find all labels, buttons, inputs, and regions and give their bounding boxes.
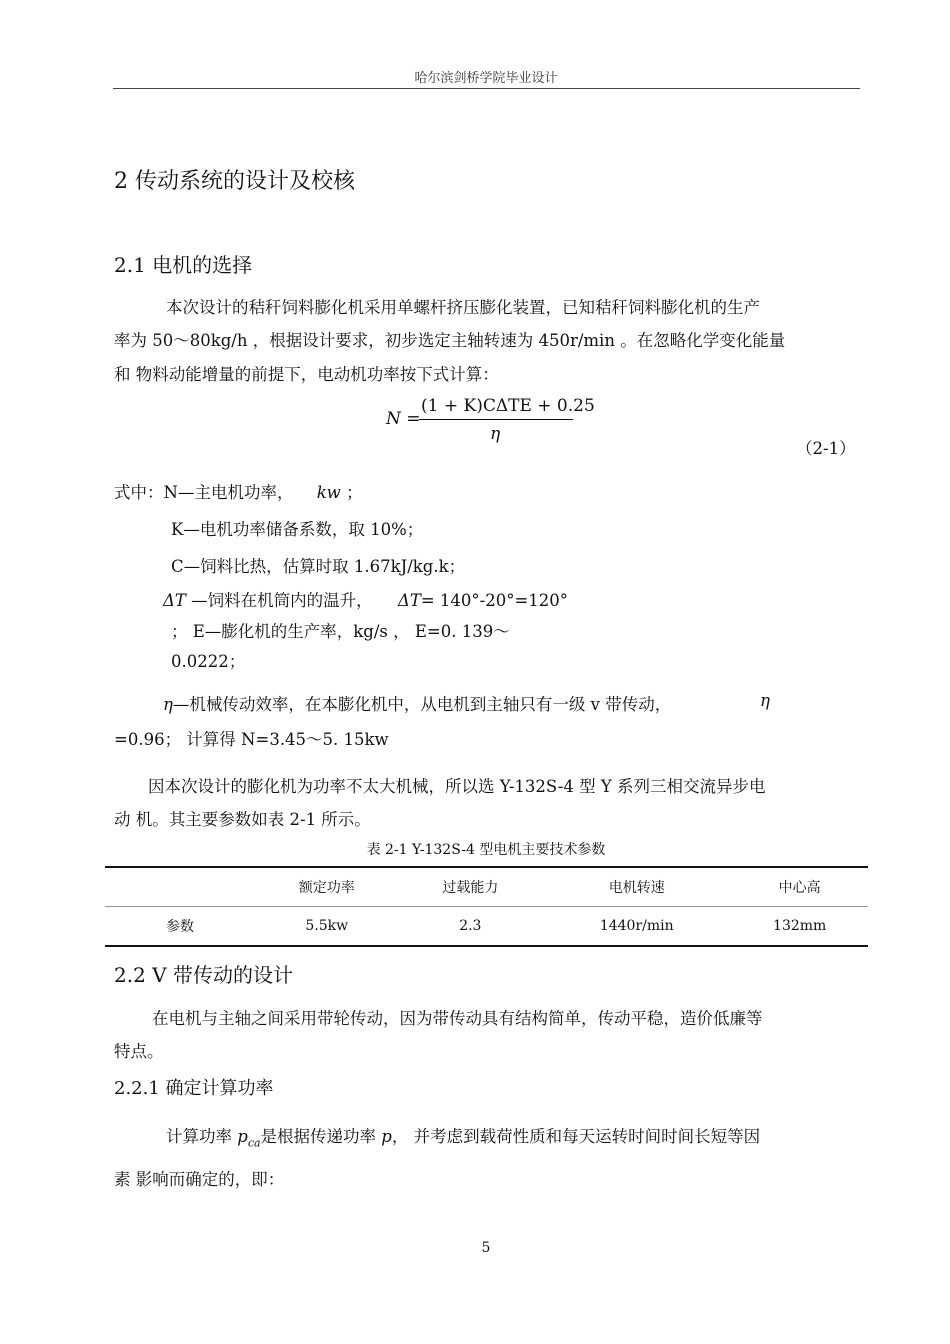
- header-rule: [113, 88, 860, 89]
- table-cell: 参数: [166, 919, 194, 935]
- table-header-cell: 中心高: [731, 867, 868, 907]
- table-cell: 132mm: [773, 918, 827, 934]
- delta-t-text: —饲料在机筒内的温升，: [191, 591, 373, 610]
- paragraph-line: 本次设计的秸秆饲料膨化机采用单螺杆挤压膨化装置，已知秸秆饲料膨化机的生产: [166, 298, 760, 317]
- table-cell: 2.3: [459, 918, 482, 934]
- legend-e-line2: 0.0222；: [171, 652, 246, 671]
- delta-t-value-symbol: ΔT: [397, 591, 421, 610]
- fraction-bar: [419, 419, 573, 420]
- paragraph-line: 因本次设计的膨化机为功率不太大机械，所以选 Y-132S-4 型 Y 系列三相交流异步电: [148, 777, 766, 796]
- equation-number: （2-1）: [796, 439, 856, 458]
- paragraph-line: 特点。: [114, 1042, 164, 1061]
- page-number: 5: [481, 1240, 491, 1256]
- legend-intro-unit: kw: [316, 483, 341, 502]
- legend-intro: [114, 479, 363, 503]
- delta-t-symbol: ΔT: [163, 591, 186, 610]
- legend-k: K—电机功率储备系数，取 10%；: [171, 520, 424, 539]
- table-cell: 5.5kw: [305, 918, 349, 934]
- legend-c: C—饲料比热，估算时取 1.67kJ/kg.k；: [171, 557, 466, 576]
- eta-text: —机械传动效率，在本膨化机中，从电机到主轴只有一级 v 带传动，: [172, 695, 672, 714]
- legend-e-line1: ； E—膨化机的生产率，kg/s ， E=0. 139～: [171, 622, 510, 641]
- table-header-cell: 额定功率: [255, 867, 399, 907]
- legend-eta-line2: =0.96； 计算得 N=3.45～5. 15kw: [114, 730, 389, 749]
- table-cell: 1440r/min: [599, 918, 674, 934]
- chapter-title: 2 传动系统的设计及校核: [114, 169, 355, 194]
- text-span: 计算功率: [166, 1127, 232, 1146]
- text-span: 是根据传递功率: [260, 1127, 377, 1146]
- legend-intro-text: 式中：N—主电机功率，: [114, 483, 294, 502]
- delta-t-value: = 140°-20°=120°: [420, 591, 569, 610]
- paragraph-line: 在电机与主轴之间采用带轮传动，因为带传动具有结构简单，传动平稳，造价低廉等: [152, 1009, 763, 1028]
- motor-spec-table: [105, 866, 868, 947]
- page-header: 哈尔滨剑桥学院毕业设计: [414, 71, 558, 86]
- formula-denominator: η: [490, 424, 501, 444]
- paragraph-line-with-math: [166, 1123, 760, 1149]
- p-symbol: p: [381, 1127, 392, 1146]
- pca-subscript: ca: [247, 1136, 261, 1150]
- text-span: ， 并考虑到载荷性质和每天运转时间时间长短等因: [391, 1127, 761, 1146]
- formula-numerator: (1 + K)CΔTE + 0.25: [421, 396, 595, 416]
- formula-lhs: N =: [386, 409, 421, 429]
- section-2-1-title: 2.1 电机的选择: [114, 253, 253, 277]
- table-header-row: [105, 867, 868, 907]
- legend-delta-t: [163, 587, 568, 611]
- section-2-2-1-title: 2.2.1 确定计算功率: [114, 1078, 274, 1099]
- paragraph-line: 素 影响而确定的，即：: [114, 1170, 285, 1189]
- table-header-cell: [105, 867, 255, 907]
- table-row: [105, 907, 868, 947]
- pca-symbol: p: [237, 1127, 248, 1146]
- table-caption: 表 2-1 Y-132S-4 型电机主要技术参数: [366, 842, 606, 858]
- paragraph-line: 动 机。其主要参数如表 2-1 所示。: [114, 810, 371, 829]
- table-header-cell: 电机转速: [542, 867, 731, 907]
- eta-symbol-2: η: [760, 691, 770, 710]
- legend-eta: [163, 691, 671, 715]
- paragraph-line: 和 物料动能增量的前提下，电动机功率按下式计算：: [114, 365, 499, 384]
- eta-symbol: η: [163, 695, 173, 714]
- legend-intro-tail: ；: [346, 483, 363, 502]
- table-header-cell: 过载能力: [399, 867, 543, 907]
- paragraph-line: 率为 50～80kg/h ，根据设计要求，初步选定主轴转速为 450r/min 。在忽略化学变化能量: [114, 331, 786, 350]
- section-2-2-title: 2.2 V 带传动的设计: [114, 963, 293, 987]
